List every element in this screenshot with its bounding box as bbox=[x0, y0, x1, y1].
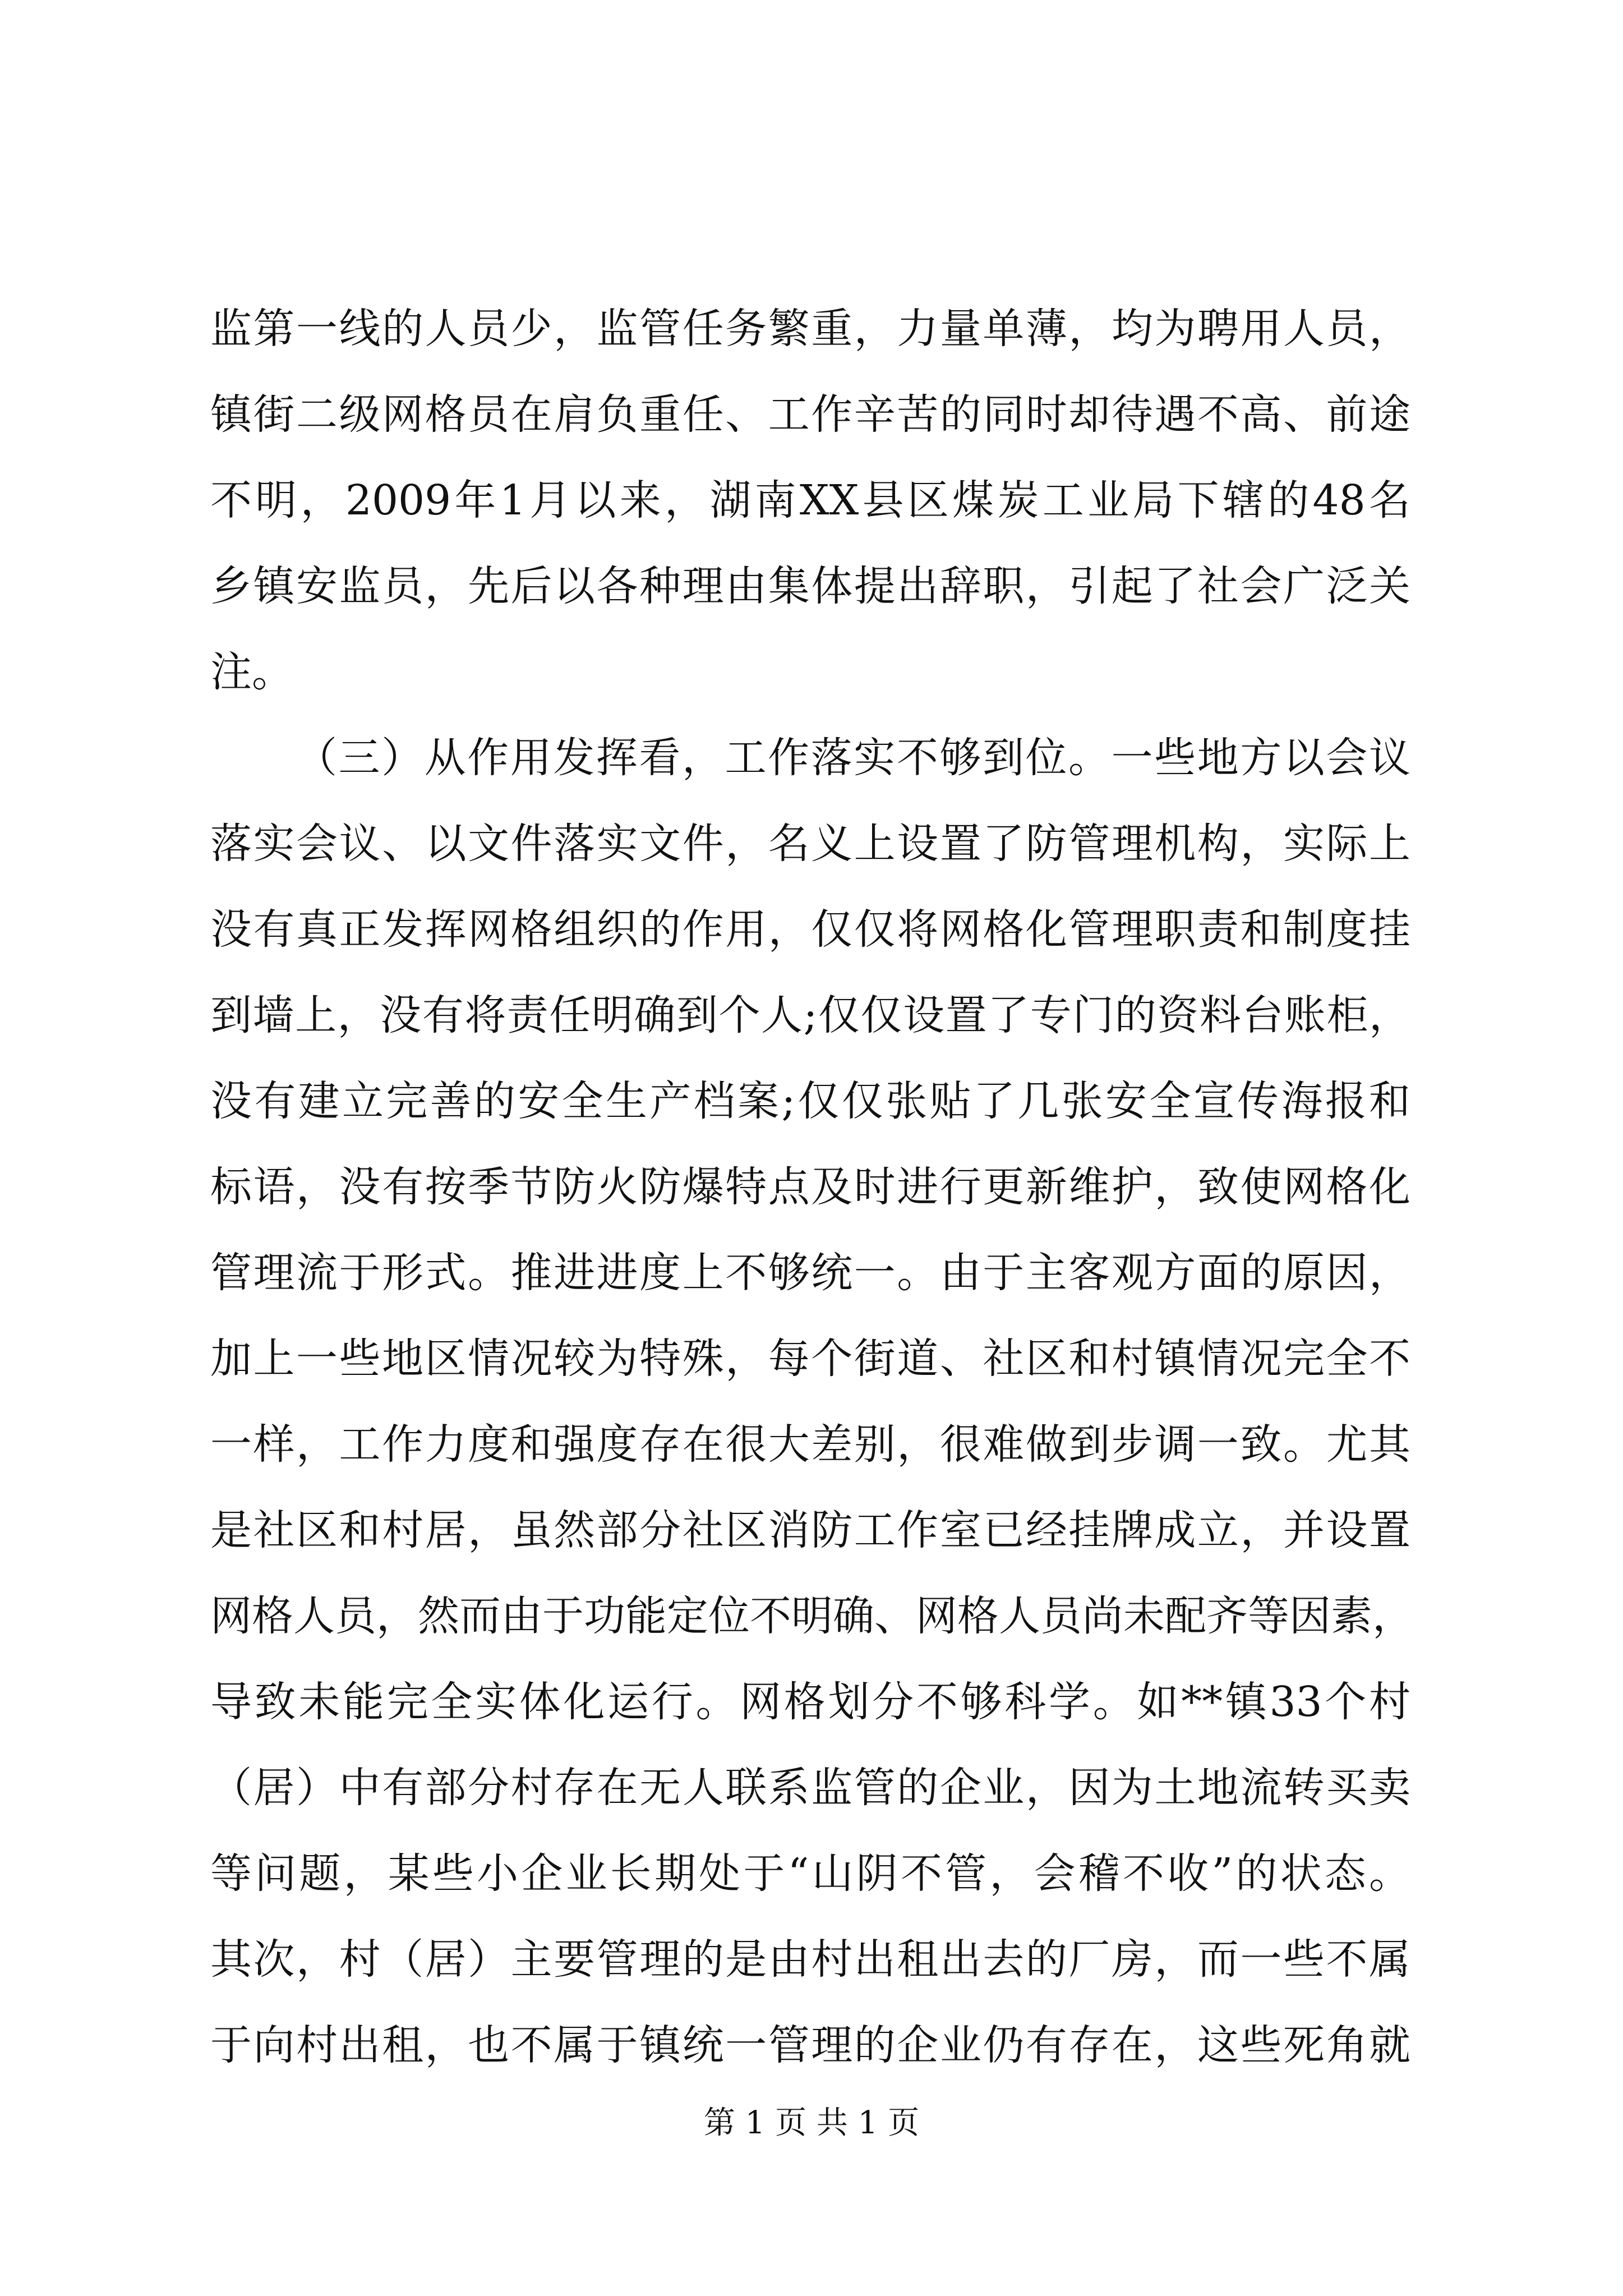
text-line: 落实会议、以文件落实文件，名义上设置了防管理机构，实际上 bbox=[210, 820, 1410, 868]
text-line: 网格人员，然而由于功能定位不明确、网格人员尚未配齐等因素， bbox=[210, 1592, 1414, 1640]
text-line: （居）中有部分村存在无人联系监管的企业，因为土地流转买卖 bbox=[210, 1764, 1410, 1812]
text-line: 监第一线的人员少，监管任务繁重，力量单薄，均为聘用人员， bbox=[210, 305, 1410, 353]
text-line: 等问题，某些小企业长期处于“山阴不管，会稽不收”的状态。 bbox=[210, 1849, 1410, 1898]
text-line: 一样，工作力度和强度存在很大差别，很难做到步调一致。尤其 bbox=[210, 1420, 1410, 1469]
text-line: 没有真正发挥网格组织的作用，仅仅将网格化管理职责和制度挂 bbox=[210, 905, 1410, 954]
text-line: 注。 bbox=[210, 648, 293, 696]
text-line: 到墙上，没有将责任明确到个人;仅仅设置了专门的资料台账柜， bbox=[210, 991, 1410, 1039]
text-line: 加上一些地区情况较为特殊，每个街道、社区和村镇情况完全不 bbox=[210, 1335, 1410, 1383]
text-line: 管理流于形式。推进进度上不够统一。由于主客观方面的原因， bbox=[210, 1249, 1410, 1297]
text-line: 不明，2009年1月以来，湖南XX县区煤炭工业局下辖的48名 bbox=[210, 476, 1410, 524]
text-line: 其次，村（居）主要管理的是由村出租出去的厂房，而一些不属 bbox=[210, 1935, 1410, 1984]
text-line: 导致未能完全实体化运行。网格划分不够科学。如**镇33个村 bbox=[210, 1678, 1410, 1726]
text-line: 没有建立完善的安全生产档案;仅仅张贴了几张安全宣传海报和 bbox=[210, 1077, 1410, 1125]
text-line: 于向村出租，也不属于镇统一管理的企业仍有存在，这些死角就 bbox=[210, 2021, 1410, 2069]
text-line: 乡镇安监员，先后以各种理由集体提出辞职，引起了社会广泛关 bbox=[210, 562, 1410, 610]
page-footer bbox=[0, 2101, 1623, 2146]
text-line: 标语，没有按季节防火防爆特点及时进行更新维护，致使网格化 bbox=[210, 1163, 1410, 1211]
paragraph-heading-line: （三）从作用发挥看，工作落实不够到位。一些地方以会议 bbox=[296, 734, 1410, 782]
page-number: 第 1 页 共 1 页 bbox=[703, 2105, 920, 2141]
document-body bbox=[210, 286, 1414, 2088]
text-line: 镇街二级网格员在肩负重任、工作辛苦的同时却待遇不高、前途 bbox=[210, 390, 1410, 439]
text-line: 是社区和村居，虽然部分社区消防工作室已经挂牌成立，并设置 bbox=[210, 1506, 1410, 1554]
